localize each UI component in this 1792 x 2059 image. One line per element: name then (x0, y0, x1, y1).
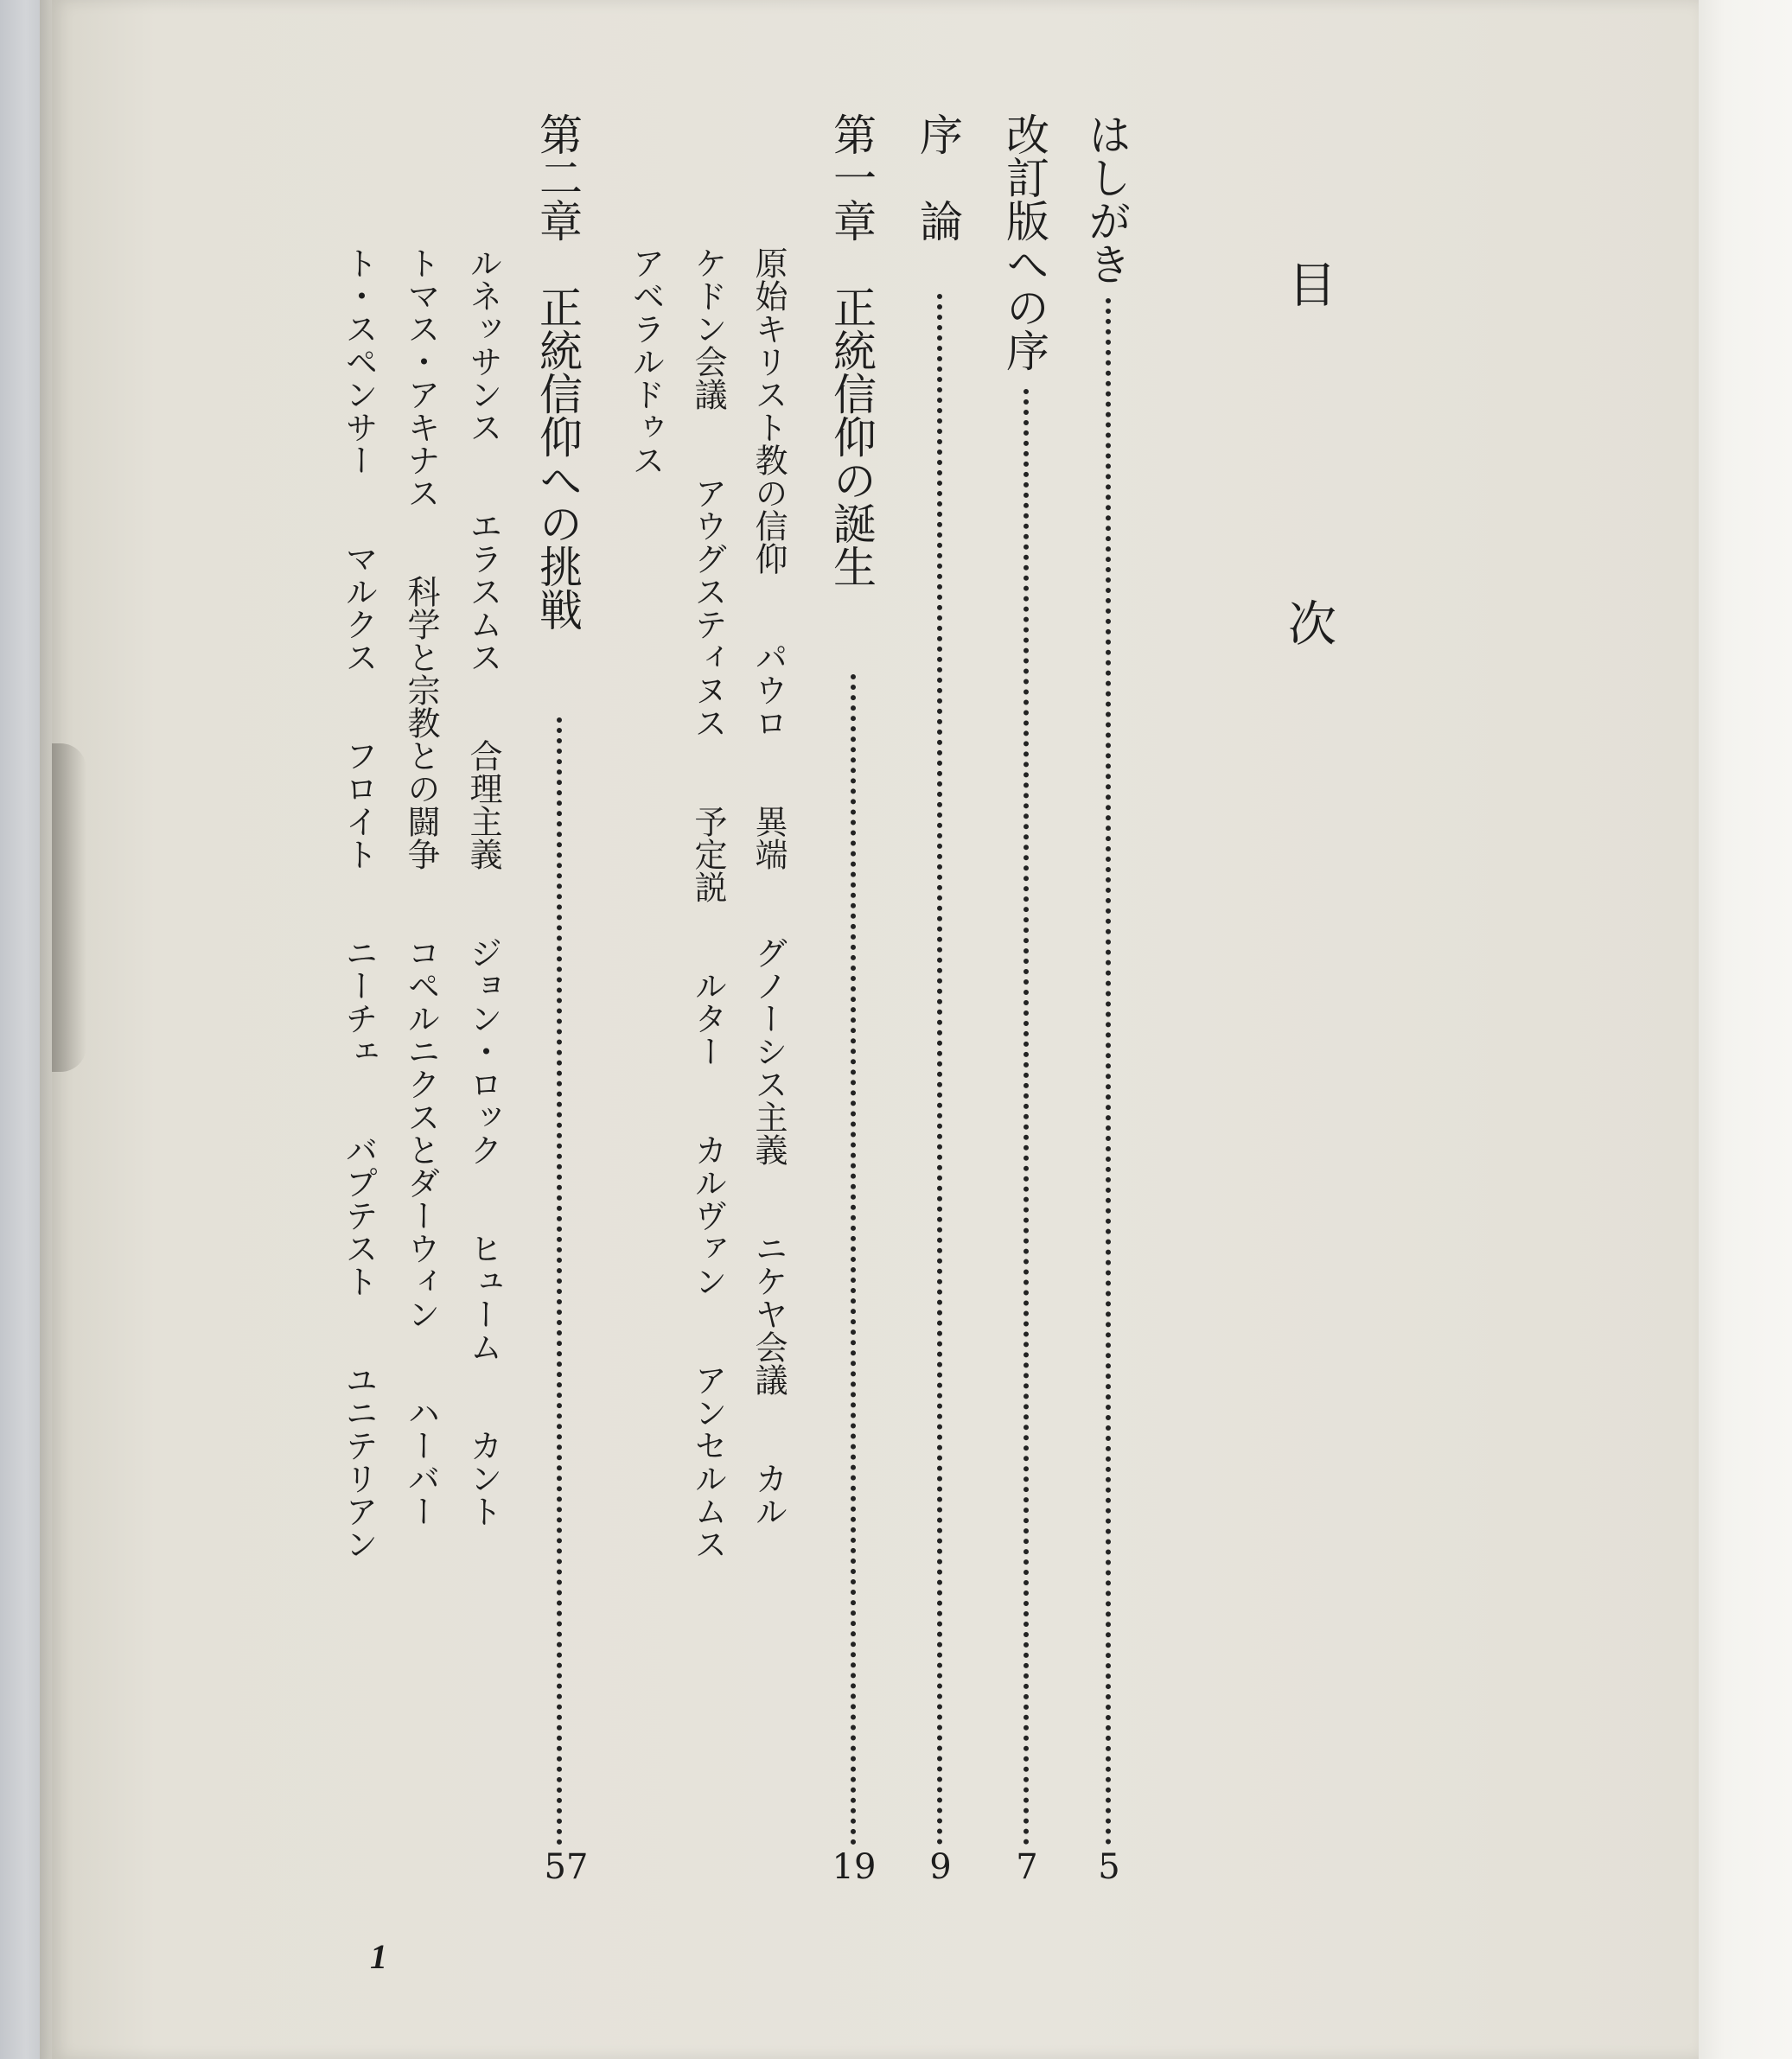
chapter-1-topics-line-1: 原始キリスト教の信仰 パウロ 異端 グノーシス主義 ニケヤ会議 カル (749, 246, 788, 1527)
toc-entry-chapter-1: 第一章 正統信仰の誕生 (826, 112, 877, 588)
page-number: 5 (1098, 1847, 1120, 1887)
page-number: 9 (929, 1847, 952, 1887)
page-number: 7 (1016, 1847, 1038, 1887)
toc-entry-chapter-2: 第二章 正統信仰への挑戦 (532, 112, 583, 631)
chapter-1-topics-line-2: ケドン会議 アウグスティヌス 予定説 ルター カルヴァン アンセルムス (689, 246, 727, 1560)
leader-dots (1024, 389, 1029, 1845)
folio-page-number: 1 (370, 1937, 387, 1976)
toc-title: 目 次 (1280, 259, 1336, 768)
chapter-2-topics-line-3: ト・スペンサー マルクス フロイト ニーチェ バプテスト ユニテリアン (340, 246, 378, 1560)
leader-dots (937, 294, 942, 1845)
leader-dots (851, 674, 856, 1845)
background-board (1699, 0, 1792, 2059)
toc-entry-preface: はしがき (1081, 112, 1132, 285)
page-number: 19 (832, 1847, 877, 1887)
leader-dots (557, 717, 562, 1845)
leader-dots (1106, 298, 1111, 1845)
page-edge-shadow (52, 743, 86, 1072)
toc-entry-revised-preface: 改訂版への序 (999, 112, 1049, 372)
page-number: 57 (544, 1847, 589, 1887)
chapter-1-topics-line-3: アベラルドゥス (627, 246, 665, 476)
toc-entry-introduction: 序 論 (913, 112, 963, 242)
chapter-2-topics-line-1: ルネッサンス エラスムス 合理主義 ジョン・ロック ヒューム カント (464, 246, 502, 1527)
chapter-2-topics-line-2: トマス・アキナス 科学と宗教との闘争 コペルニクスとダーウィン ハーバー (402, 246, 440, 1527)
